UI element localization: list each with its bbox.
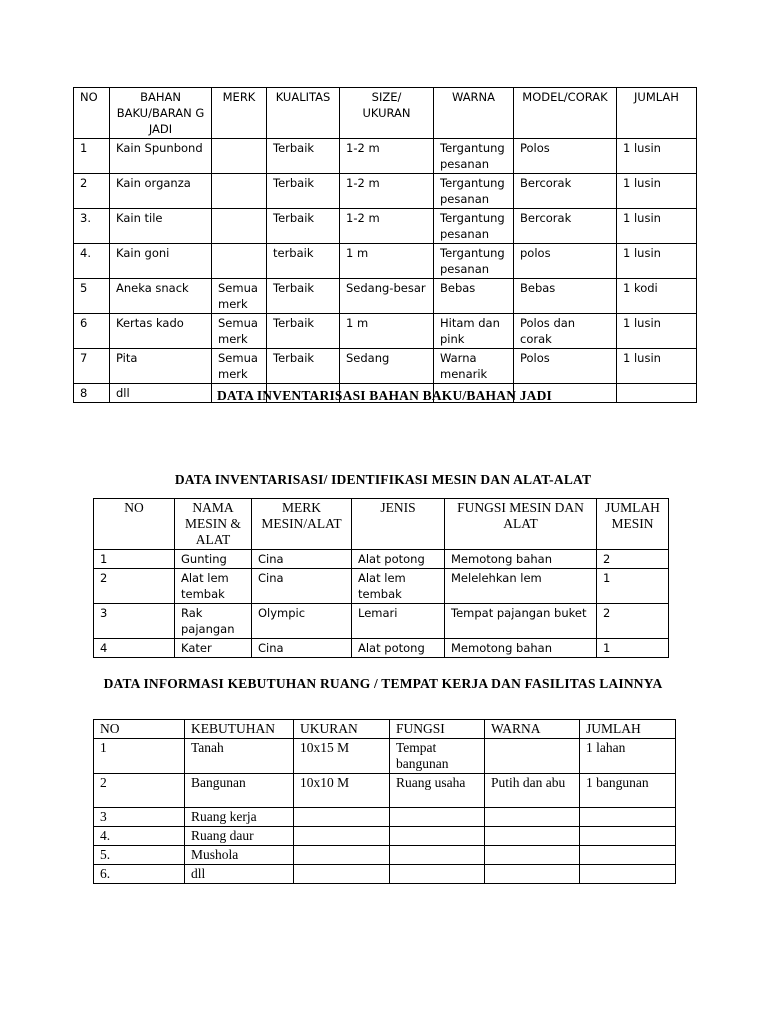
table-cell: 4.	[94, 827, 185, 846]
table-cell: 5	[74, 279, 110, 314]
table-cell	[212, 139, 267, 174]
table-cell: 1 lusin	[617, 314, 697, 349]
table-cell: Putih dan abu	[485, 774, 580, 808]
table-cell: Alat lem tembak	[175, 569, 252, 604]
table-cell: 7	[74, 349, 110, 384]
header-cell: NO	[94, 499, 175, 550]
table-cell: Terbaik	[267, 209, 340, 244]
table-cell	[485, 846, 580, 865]
table3-title: DATA INFORMASI KEBUTUHAN RUANG / TEMPAT KERJA DAN FASILITAS LAINNYA	[103, 676, 663, 691]
table-cell: 2	[94, 774, 185, 808]
table-cell	[212, 244, 267, 279]
table-cell: Kain organza	[110, 174, 212, 209]
machines-tools-table	[93, 498, 669, 658]
header-cell: FUNGSI MESIN DAN ALAT	[445, 499, 597, 550]
table-cell: 1 bangunan	[580, 774, 676, 808]
table-cell	[212, 174, 267, 209]
table-cell: Lemari	[352, 604, 445, 639]
table-row	[94, 808, 676, 827]
table-cell: 4	[94, 639, 175, 658]
table-cell: 4.	[74, 244, 110, 279]
table-cell: Ruang kerja	[185, 808, 294, 827]
table-cell: 5.	[94, 846, 185, 865]
table-cell: 1	[94, 739, 185, 774]
table-cell	[580, 808, 676, 827]
table-cell: Tergantung pesanan	[434, 174, 514, 209]
header-cell: KUALITAS	[267, 88, 340, 139]
table-cell: Bebas	[514, 279, 617, 314]
table-cell: 1 m	[340, 314, 434, 349]
table-cell: 1 m	[340, 244, 434, 279]
table-cell: Bangunan	[185, 774, 294, 808]
table-cell: 10x10 M	[294, 774, 390, 808]
table-cell: Bebas	[434, 279, 514, 314]
table-row	[94, 739, 676, 774]
table-cell: Alat potong	[352, 550, 445, 569]
table-cell: Polos	[514, 139, 617, 174]
table-cell: Terbaik	[267, 279, 340, 314]
table-row	[94, 639, 669, 658]
table-cell: Olympic	[252, 604, 352, 639]
table-cell: Terbaik	[267, 139, 340, 174]
table-cell: 10x15 M	[294, 739, 390, 774]
table-cell	[485, 865, 580, 884]
table-cell: Melelehkan lem	[445, 569, 597, 604]
table-cell: 2	[597, 550, 669, 569]
table-cell	[390, 865, 485, 884]
table-cell: Bercorak	[514, 209, 617, 244]
header-cell: BAHAN BAKU/BARAN G JADI	[110, 88, 212, 139]
table-cell	[580, 865, 676, 884]
table-cell	[294, 827, 390, 846]
table-cell: 1 lusin	[617, 244, 697, 279]
table-cell: Sedang	[340, 349, 434, 384]
table-cell: Polos	[514, 349, 617, 384]
space-needs-table	[93, 719, 676, 884]
header-cell: JENIS	[352, 499, 445, 550]
table-cell	[485, 739, 580, 774]
header-cell: WARNA	[485, 720, 580, 739]
table-cell: Cina	[252, 569, 352, 604]
inventory-materials-table	[73, 87, 697, 403]
table-cell	[580, 846, 676, 865]
header-cell: NO	[94, 720, 185, 739]
table-cell: Ruang usaha	[390, 774, 485, 808]
header-cell: JUMLAH	[580, 720, 676, 739]
table-cell: Kertas kado	[110, 314, 212, 349]
table-cell	[390, 808, 485, 827]
table-cell: 1 lusin	[617, 209, 697, 244]
table-header-row	[74, 88, 697, 139]
table-cell: 1	[94, 550, 175, 569]
table-cell: Memotong bahan	[445, 550, 597, 569]
table-cell	[294, 808, 390, 827]
table-cell: Cina	[252, 550, 352, 569]
table-cell: Tanah	[185, 739, 294, 774]
table-row	[74, 244, 697, 279]
table-cell: Semua merk	[212, 314, 267, 349]
table1-caption: DATA INVENTARISASI BAHAN BAKU/BAHAN JADI	[216, 388, 553, 403]
table-cell: 1-2 m	[340, 174, 434, 209]
table-cell: Semua merk	[212, 349, 267, 384]
table2-title: DATA INVENTARISASI/ IDENTIFIKASI MESIN DAN ALAT-ALAT	[174, 472, 592, 487]
header-cell: JUMLAH	[617, 88, 697, 139]
table-cell	[485, 827, 580, 846]
header-cell: MODEL/CORAK	[514, 88, 617, 139]
table-cell: Terbaik	[267, 314, 340, 349]
table-cell: Kain Spunbond	[110, 139, 212, 174]
table-cell: 1 lusin	[617, 174, 697, 209]
table-cell: Warna menarik	[434, 349, 514, 384]
table-cell: 3	[94, 604, 175, 639]
table-cell: 6	[74, 314, 110, 349]
header-cell: SIZE/ UKURAN	[340, 88, 434, 139]
table-row	[94, 550, 669, 569]
header-cell: KEBUTUHAN	[185, 720, 294, 739]
table-cell: Sedang-besar	[340, 279, 434, 314]
table-cell	[485, 808, 580, 827]
table-cell: polos	[514, 244, 617, 279]
table-cell: Memotong bahan	[445, 639, 597, 658]
table-cell: Alat lem tembak	[352, 569, 445, 604]
header-cell: NO	[74, 88, 110, 139]
table-cell: Kain tile	[110, 209, 212, 244]
table-row	[94, 604, 669, 639]
table-row	[74, 174, 697, 209]
table-cell: 1-2 m	[340, 209, 434, 244]
table-cell: 1 lusin	[617, 139, 697, 174]
table-row	[94, 865, 676, 884]
table-cell: 1 lusin	[617, 349, 697, 384]
table-cell: Terbaik	[267, 174, 340, 209]
table-cell: Rak pajangan	[175, 604, 252, 639]
table-cell: 2	[74, 174, 110, 209]
table-row	[94, 827, 676, 846]
table-cell: Gunting	[175, 550, 252, 569]
table-cell: Hitam dan pink	[434, 314, 514, 349]
table-row	[74, 279, 697, 314]
table-cell	[580, 827, 676, 846]
table-cell	[294, 865, 390, 884]
table-cell: terbaik	[267, 244, 340, 279]
header-cell: WARNA	[434, 88, 514, 139]
table-cell: 2	[94, 569, 175, 604]
header-cell: UKURAN	[294, 720, 390, 739]
table-cell: Kater	[175, 639, 252, 658]
header-cell: JUMLAH MESIN	[597, 499, 669, 550]
table-cell: 8	[74, 384, 110, 403]
table-cell: Semua merk	[212, 279, 267, 314]
table-row	[94, 569, 669, 604]
table-cell: Tergantung pesanan	[434, 209, 514, 244]
table-cell: Cina	[252, 639, 352, 658]
table-row	[74, 349, 697, 384]
table-row	[74, 314, 697, 349]
table-cell: Aneka snack	[110, 279, 212, 314]
table-cell: 1	[74, 139, 110, 174]
table-cell: 2	[597, 604, 669, 639]
table-cell: dll	[110, 384, 212, 403]
table-cell: 1	[597, 639, 669, 658]
table-cell: Bercorak	[514, 174, 617, 209]
table-cell: Kain goni	[110, 244, 212, 279]
table-header-row	[94, 499, 669, 550]
table-cell: Alat potong	[352, 639, 445, 658]
table-cell: Tergantung pesanan	[434, 139, 514, 174]
table-cell: Tergantung pesanan	[434, 244, 514, 279]
table-cell: 1 lahan	[580, 739, 676, 774]
table-row	[74, 209, 697, 244]
table-cell: Terbaik	[267, 349, 340, 384]
table-cell	[390, 827, 485, 846]
table-cell: 1	[597, 569, 669, 604]
table-cell: Polos dan corak	[514, 314, 617, 349]
header-cell: MERK	[212, 88, 267, 139]
table-row	[94, 846, 676, 865]
table-cell: 3.	[74, 209, 110, 244]
header-cell: NAMA MESIN & ALAT	[175, 499, 252, 550]
table-row	[94, 774, 676, 808]
header-cell: MERK MESIN/ALAT	[252, 499, 352, 550]
table-cell	[294, 846, 390, 865]
table-cell	[390, 846, 485, 865]
table-cell: Tempat pajangan buket	[445, 604, 597, 639]
table-cell: Mushola	[185, 846, 294, 865]
header-cell: FUNGSI	[390, 720, 485, 739]
table-cell	[212, 209, 267, 244]
table-cell: Tempat bangunan	[390, 739, 485, 774]
table-cell: 3	[94, 808, 185, 827]
table-cell: 1 kodi	[617, 279, 697, 314]
table-cell: Ruang daur	[185, 827, 294, 846]
table-row	[74, 139, 697, 174]
table-cell: 6.	[94, 865, 185, 884]
table-cell: dll	[185, 865, 294, 884]
table-header-row	[94, 720, 676, 739]
table-cell: Pita	[110, 349, 212, 384]
table-cell: 1-2 m	[340, 139, 434, 174]
